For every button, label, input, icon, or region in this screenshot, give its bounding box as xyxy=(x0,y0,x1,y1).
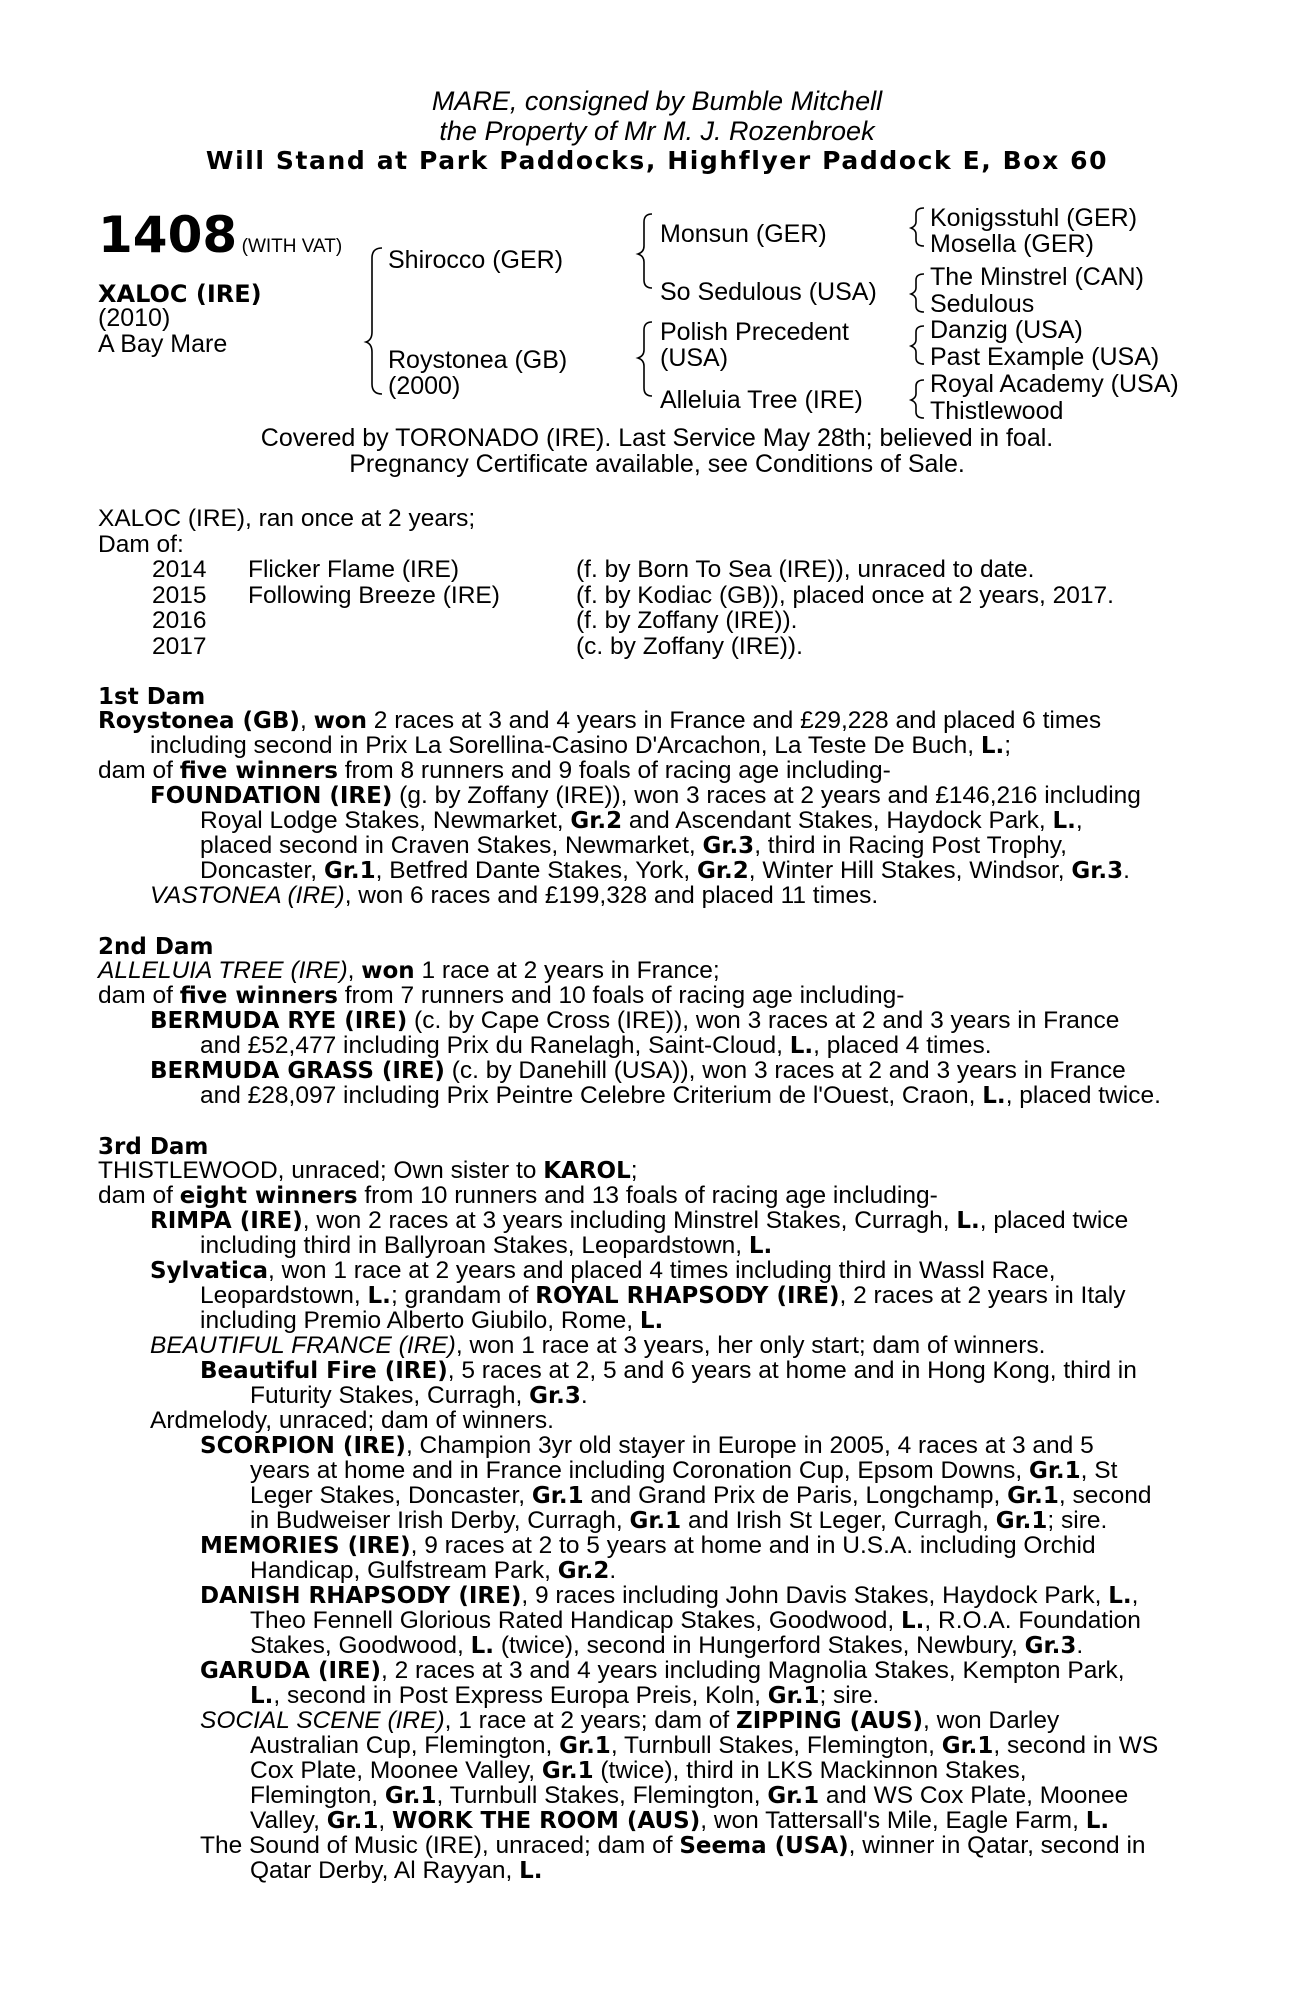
first-dam-line: Roystonea (GB), won 2 races at 3 and 4 years in France and £29,228 and placed 6 times xyxy=(98,707,1102,734)
dam: Roystonea (GB) xyxy=(388,346,568,374)
second-dam-line: ALLELUIA TREE (IRE), won 1 race at 2 years in France; xyxy=(98,957,720,984)
foal-entry: including Premio Alberto Giubilo, Rome, L. xyxy=(200,1307,664,1334)
grandfoal-entry: The Sound of Music (IRE), unraced; dam of Seema (USA), winner in Qatar, second in xyxy=(200,1832,1146,1859)
grandfoal-entry: Australian Cup, Flemington, Gr.1, Turnbull Stakes, Flemington, Gr.1, second in WS xyxy=(250,1732,1159,1759)
consignor-line: MARE, consigned by Bumble Mitchell xyxy=(431,86,883,116)
lot-number: 1408 xyxy=(98,206,238,264)
horse-name: XALOC (IRE) xyxy=(98,280,262,308)
grandparent-1: Konigsstuhl (GER) xyxy=(930,204,1138,232)
vat-note: (WITH VAT) xyxy=(241,236,343,257)
foal-entry: Ardmelody, unraced; dam of winners. xyxy=(150,1407,554,1434)
foal-entry: RIMPA (IRE), won 2 races at 3 years including Minstrel Stakes, Curragh, L., placed twice xyxy=(150,1207,1129,1234)
foal-entry: BEAUTIFUL FRANCE (IRE), won 1 race at 3 years, her only start; dam of winners. xyxy=(150,1332,1046,1359)
dam-sire-line2: (USA) xyxy=(660,344,729,372)
covered-line: Covered by TORONADO (IRE). Last Service May 28th; believed in foal. xyxy=(260,424,1054,452)
produce-year: 2017 xyxy=(152,633,207,660)
sire: Shirocco (GER) xyxy=(388,246,564,274)
first-dam-heading: 1st Dam xyxy=(98,684,206,710)
grandfoal-entry: Theo Fennell Glorious Rated Handicap Stakes, Goodwood, L., R.O.A. Foundation xyxy=(250,1607,1141,1634)
foal-entry: and £28,097 including Prix Peintre Celebre Criterium de l'Ouest, Craon, L., placed twice. xyxy=(200,1082,1161,1109)
grandfoal-entry: DANISH RHAPSODY (IRE), 9 races including John Davis Stakes, Haydock Park, L., xyxy=(200,1582,1139,1609)
grandfoal-entry: L., second in Post Express Europa Preis, Koln, Gr.1; sire. xyxy=(250,1682,880,1709)
sire-sire: Monsun (GER) xyxy=(660,220,827,248)
grandfoal-entry: Leger Stakes, Doncaster, Gr.1 and Grand Prix de Paris, Longchamp, Gr.1, second xyxy=(250,1482,1152,1509)
produce-year: 2015 xyxy=(152,582,207,609)
grandfoal-entry: Qatar Derby, Al Rayyan, L. xyxy=(250,1857,543,1884)
first-dam-line: dam of five winners from 8 runners and 9 foals of racing age including- xyxy=(98,757,891,784)
stand-line: Will Stand at Park Paddocks, Highflyer Paddock E, Box 60 xyxy=(205,146,1109,175)
produce-detail: (f. by Kodiac (GB)), placed once at 2 years, 2017. xyxy=(576,582,1114,609)
foal-entry: Sylvatica, won 1 race at 2 years and placed 4 times including third in Wassl Race, xyxy=(150,1257,1056,1284)
foal-entry: BERMUDA GRASS (IRE) (c. by Danehill (USA)), won 3 races at 2 and 3 years in France xyxy=(150,1057,1126,1084)
grandfoal-entry: Valley, Gr.1, WORK THE ROOM (AUS), won Tattersall's Mile, Eagle Farm, L. xyxy=(250,1807,1110,1834)
dam-dam: Alleluia Tree (IRE) xyxy=(660,386,863,414)
foal-entry: and £52,477 including Prix du Ranelagh, Saint-Cloud, L., placed 4 times. xyxy=(200,1032,992,1059)
grandfoal-entry: years at home and in France including Coronation Cup, Epsom Downs, Gr.1, St xyxy=(250,1457,1118,1484)
grandfoal-entry: Cox Plate, Moonee Valley, Gr.1 (twice), third in LKS Mackinnon Stakes, xyxy=(250,1757,1027,1784)
grandfoal-entry: Flemington, Gr.1, Turnbull Stakes, Flemington, Gr.1 and WS Cox Plate, Moonee xyxy=(250,1782,1129,1809)
grandparent-2: Mosella (GER) xyxy=(930,230,1094,258)
foal-entry: FOUNDATION (IRE) (g. by Zoffany (IRE)), won 3 races at 2 years and £146,216 including xyxy=(150,782,1141,809)
sire-dam: So Sedulous (USA) xyxy=(660,278,877,306)
grandfoal-entry: in Budweiser Irish Derby, Curragh, Gr.1 and Irish St Leger, Curragh, Gr.1; sire. xyxy=(250,1507,1108,1534)
grandparent-4: Sedulous xyxy=(930,290,1035,318)
foal-entry: including third in Ballyroan Stakes, Leopardstown, L. xyxy=(200,1232,773,1259)
grandfoal-entry: Beautiful Fire (IRE), 5 races at 2, 5 and 6 years at home and in Hong Kong, third in xyxy=(200,1357,1137,1384)
foal-entry: Doncaster, Gr.1, Betfred Dante Stakes, York, Gr.2, Winter Hill Stakes, Windsor, Gr.3. xyxy=(200,857,1130,884)
foal-entry: Leopardstown, L.; grandam of ROYAL RHAPSODY (IRE), 2 races at 2 years in Italy xyxy=(200,1282,1126,1309)
grandparent-5: Danzig (USA) xyxy=(930,316,1083,344)
produce-detail: (f. by Born To Sea (IRE)), unraced to date. xyxy=(576,556,1035,583)
pregnancy-line: Pregnancy Certificate available, see Conditions of Sale. xyxy=(349,450,965,478)
foal-entry: BERMUDA RYE (IRE) (c. by Cape Cross (IRE)), won 3 races at 2 and 3 years in France xyxy=(150,1007,1120,1034)
grandparent-3: The Minstrel (CAN) xyxy=(930,263,1144,291)
produce-year: 2014 xyxy=(152,556,207,583)
first-dam-line: including second in Prix La Sorellina-Casino D'Arcachon, La Teste De Buch, L.; xyxy=(150,732,1012,759)
grandfoal-entry: GARUDA (IRE), 2 races at 3 and 4 years including Magnolia Stakes, Kempton Park, xyxy=(200,1657,1125,1684)
dam-year: (2000) xyxy=(388,372,461,400)
grandparent-8: Thistlewood xyxy=(930,397,1064,425)
grandfoal-entry: MEMORIES (IRE), 9 races at 2 to 5 years at home and in U.S.A. including Orchid xyxy=(200,1532,1096,1559)
produce-detail: (c. by Zoffany (IRE)). xyxy=(576,633,803,660)
second-dam-heading: 2nd Dam xyxy=(98,934,214,960)
grandparent-7: Royal Academy (USA) xyxy=(930,370,1179,398)
third-dam-heading: 3rd Dam xyxy=(98,1134,209,1160)
produce-year: 2016 xyxy=(152,607,207,634)
foal-entry: VASTONEA (IRE), won 6 races and £199,328 and placed 11 times. xyxy=(150,882,879,909)
produce-dam-of: Dam of: xyxy=(98,531,184,558)
grandfoal-entry: Futurity Stakes, Curragh, Gr.3. xyxy=(250,1382,588,1409)
grandfoal-entry: SCORPION (IRE), Champion 3yr old stayer in Europe in 2005, 4 races at 3 and 5 xyxy=(200,1432,1094,1459)
third-dam-line: THISTLEWOOD, unraced; Own sister to KAROL; xyxy=(98,1157,638,1184)
foal-entry: placed second in Craven Stakes, Newmarket, Gr.3, third in Racing Post Trophy, xyxy=(200,832,1067,859)
produce-name: Following Breeze (IRE) xyxy=(248,582,500,609)
second-dam-line: dam of five winners from 7 runners and 10 foals of racing age including- xyxy=(98,982,905,1009)
grandfoal-entry: SOCIAL SCENE (IRE), 1 race at 2 years; dam of ZIPPING (AUS), won Darley xyxy=(200,1707,1060,1734)
produce-detail: (f. by Zoffany (IRE)). xyxy=(576,607,798,634)
grandfoal-entry: Stakes, Goodwood, L. (twice), second in Hungerford Stakes, Newbury, Gr.3. xyxy=(250,1632,1084,1659)
third-dam-line: dam of eight winners from 10 runners and 13 foals of racing age including- xyxy=(98,1182,938,1209)
produce-name: Flicker Flame (IRE) xyxy=(248,556,459,583)
produce-intro: XALOC (IRE), ran once at 2 years; xyxy=(98,505,476,532)
grandfoal-entry: Handicap, Gulfstream Park, Gr.2. xyxy=(250,1557,617,1584)
grandparent-6: Past Example (USA) xyxy=(930,343,1160,371)
dam-sire-line1: Polish Precedent xyxy=(660,318,850,346)
foal-entry: Royal Lodge Stakes, Newmarket, Gr.2 and Ascendant Stakes, Haydock Park, L., xyxy=(200,807,1083,834)
property-line: the Property of Mr M. J. Rozenbroek xyxy=(439,116,875,146)
horse-year: (2010) xyxy=(98,304,171,332)
horse-description: A Bay Mare xyxy=(98,330,228,358)
